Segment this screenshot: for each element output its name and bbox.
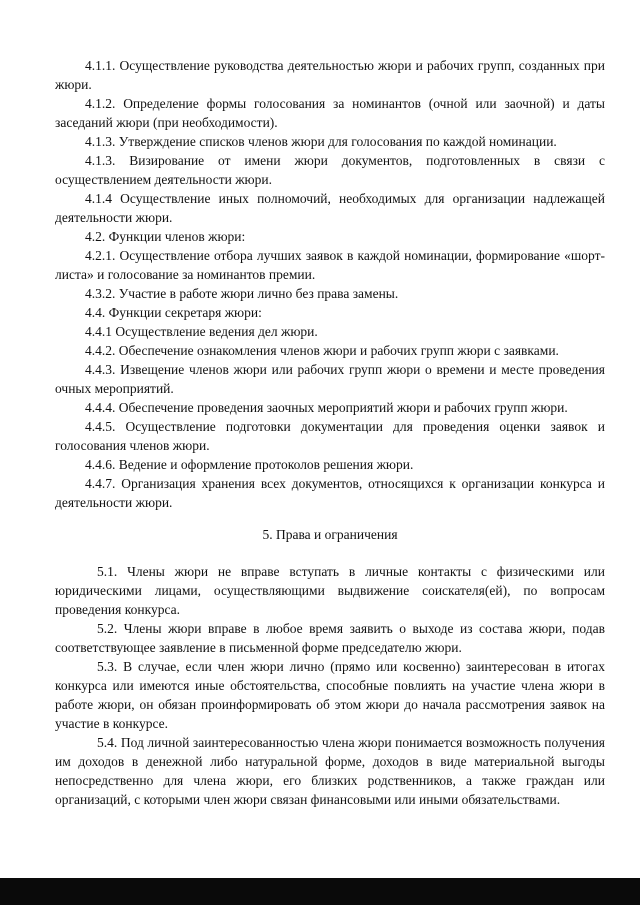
paragraph-4-1-1: 4.1.1. Осуществление руководства деятельностью жюри и рабочих групп, созданных при жюри. [55, 58, 605, 92]
paragraph-4-4-2: 4.4.2. Обеспечение ознакомления членов жюри и рабочих групп жюри с заявками. [85, 343, 559, 358]
paragraph-4-2: 4.2. Функции членов жюри: [85, 229, 246, 244]
section-5-text [55, 562, 605, 809]
section-4-text [55, 56, 605, 512]
paragraph-5-2: 5.2. Члены жюри вправе в любое время заявить о выходе из состава жюри, подав соответствующее заявление в письменной форме председателю жюри. [55, 621, 605, 655]
paragraph-5-4: 5.4. Под личной заинтересованностью члена жюри понимается возможность получения им доходов в денежной либо натуральной форме, доходов в виде материальной выгоды непосредственно для члена жюри, его близких родственников, а также граждан или организаций, с которыми член жюри связан финансовыми или иными обязательствами. [55, 735, 605, 807]
paragraph-5-3: 5.3. В случае, если член жюри лично (прямо или косвенно) заинтересован в итогах конкурса или имеются иные обстоятельства, способные повлиять на участие члена жюри в работе жюри, он обязан проинформировать об этом жюри до начала рассмотрения заявок на участие в конкурсе. [55, 659, 605, 731]
paragraph-4-1-3-signing: 4.1.3. Визирование от имени жюри документов, подготовленных в связи с осуществлением деятельности жюри. [55, 153, 605, 187]
paragraph-4-4-1: 4.4.1 Осуществление ведения дел жюри. [85, 324, 318, 339]
paragraph-4-4-7: 4.4.7. Организация хранения всех документов, относящихся к организации конкурса и деятельности жюри. [55, 476, 605, 510]
paragraph-4-3-2: 4.3.2. Участие в работе жюри лично без права замены. [85, 286, 399, 301]
paragraph-4-1-4: 4.1.4 Осуществление иных полномочий, необходимых для организации надлежащей деятельности жюри. [55, 191, 605, 225]
paragraph-4-2-1: 4.2.1. Осуществление отбора лучших заявок в каждой номинации, формирование «шорт-листа» и голосование за номинантов премии. [55, 248, 605, 282]
paragraph-5-1: 5.1. Члены жюри не вправе вступать в личные контакты с физическими или юридическими лицами, осуществляющими выдвижение соискателя(ей), по вопросам проведения конкурса. [55, 564, 605, 617]
paragraph-4-4: 4.4. Функции секретаря жюри: [85, 305, 262, 320]
paragraph-4-4-5: 4.4.5. Осуществление подготовки документации для проведения оценки заявок и голосования членов жюри. [55, 419, 605, 453]
paragraph-4-1-2: 4.1.2. Определение формы голосования за номинантов (очной или заочной) и даты заседаний жюри (при необходимости). [55, 96, 605, 130]
scan-edge-shadow [0, 878, 640, 905]
paragraph-4-4-3: 4.4.3. Извещение членов жюри или рабочих групп жюри о времени и месте проведения очных мероприятий. [55, 362, 605, 396]
section-5-heading: 5. Права и ограничения [262, 527, 398, 542]
paragraph-4-1-3-approval: 4.1.3. Утверждение списков членов жюри для голосования по каждой номинации. [85, 134, 557, 149]
paragraph-4-4-4: 4.4.4. Обеспечение проведения заочных мероприятий жюри и рабочих групп жюри. [85, 400, 568, 415]
paragraph-4-4-6: 4.4.6. Ведение и оформление протоколов решения жюри. [85, 457, 414, 472]
